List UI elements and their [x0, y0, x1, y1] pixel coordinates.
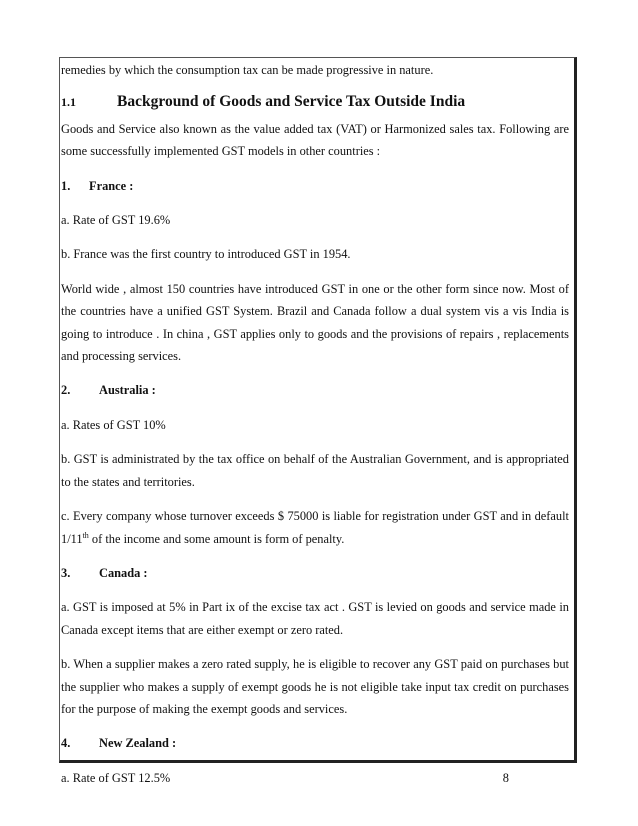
australia-rate: a. Rates of GST 10%	[61, 417, 166, 432]
section-intro: Goods and Service also known as the value added tax (VAT) or Harmonized sales tax. Following are some successfully implemented GST models in other countries :	[61, 121, 569, 159]
subheading-number: 1.	[61, 178, 71, 193]
section-heading	[61, 91, 569, 113]
new-zealand-rate-row	[61, 767, 569, 789]
subheading-australia	[61, 379, 569, 401]
new-zealand-rate: a. Rate of GST 12.5%	[61, 770, 171, 785]
world-paragraph: World wide , almost 150 countries have introduced GST in one or the other form since now. Most of the countries have a unified GST System. Brazil and Canada follow a dual system vis a vis India is going to introduce . In china , GST applies only to goods and the provisions of repairs , replacements and processing services.	[61, 281, 569, 364]
subheading-label: Canada :	[99, 565, 148, 580]
subheading-number: 2.	[61, 383, 71, 398]
page-number: 8	[502, 770, 509, 785]
australia-c-text: c. Every company whose turnover exceeds $ 75000 is liable for registration under GST and in default 1/11	[61, 509, 569, 546]
canada-zero-rated: b. When a supplier makes a zero rated supply, he is eligible to recover any GST paid on purchases but the supplier who makes a supply of exempt goods he is not eligible take input tax credit on purchases for the purpose of making the exempt goods and services.	[61, 657, 569, 716]
subheading-number: 3.	[61, 565, 71, 580]
subheading-france	[61, 175, 569, 197]
australia-registration	[61, 505, 569, 550]
subheading-new-zealand	[61, 732, 569, 754]
australia-admin: b. GST is administrated by the tax office on behalf of the Australian Government, and is appropriated to the states and territories.	[61, 452, 569, 489]
subheading-label: France :	[89, 178, 134, 193]
subheading-canada	[61, 562, 569, 584]
intro-line: remedies by which the consumption tax can be made progressive in nature.	[61, 63, 434, 77]
france-rate: a. Rate of GST 19.6%	[61, 213, 171, 228]
ordinal-superscript: th	[82, 530, 89, 540]
subheading-number: 4.	[61, 736, 71, 751]
subheading-label: New Zealand :	[99, 736, 177, 751]
subheading-label: Australia :	[99, 383, 156, 398]
france-first: b. France was the first country to introduced GST in 1954.	[61, 247, 351, 262]
section-number: 1.1	[61, 95, 76, 110]
section-title: Background of Goods and Service Tax Outside India	[117, 93, 466, 111]
australia-c-text-end: of the income and some amount is form of penalty.	[88, 531, 345, 546]
document-body	[61, 59, 569, 789]
canada-rate: a. GST is imposed at 5% in Part ix of the excise tax act . GST is levied on goods and service made in Canada except items that are either exempt or zero rated.	[61, 600, 569, 637]
